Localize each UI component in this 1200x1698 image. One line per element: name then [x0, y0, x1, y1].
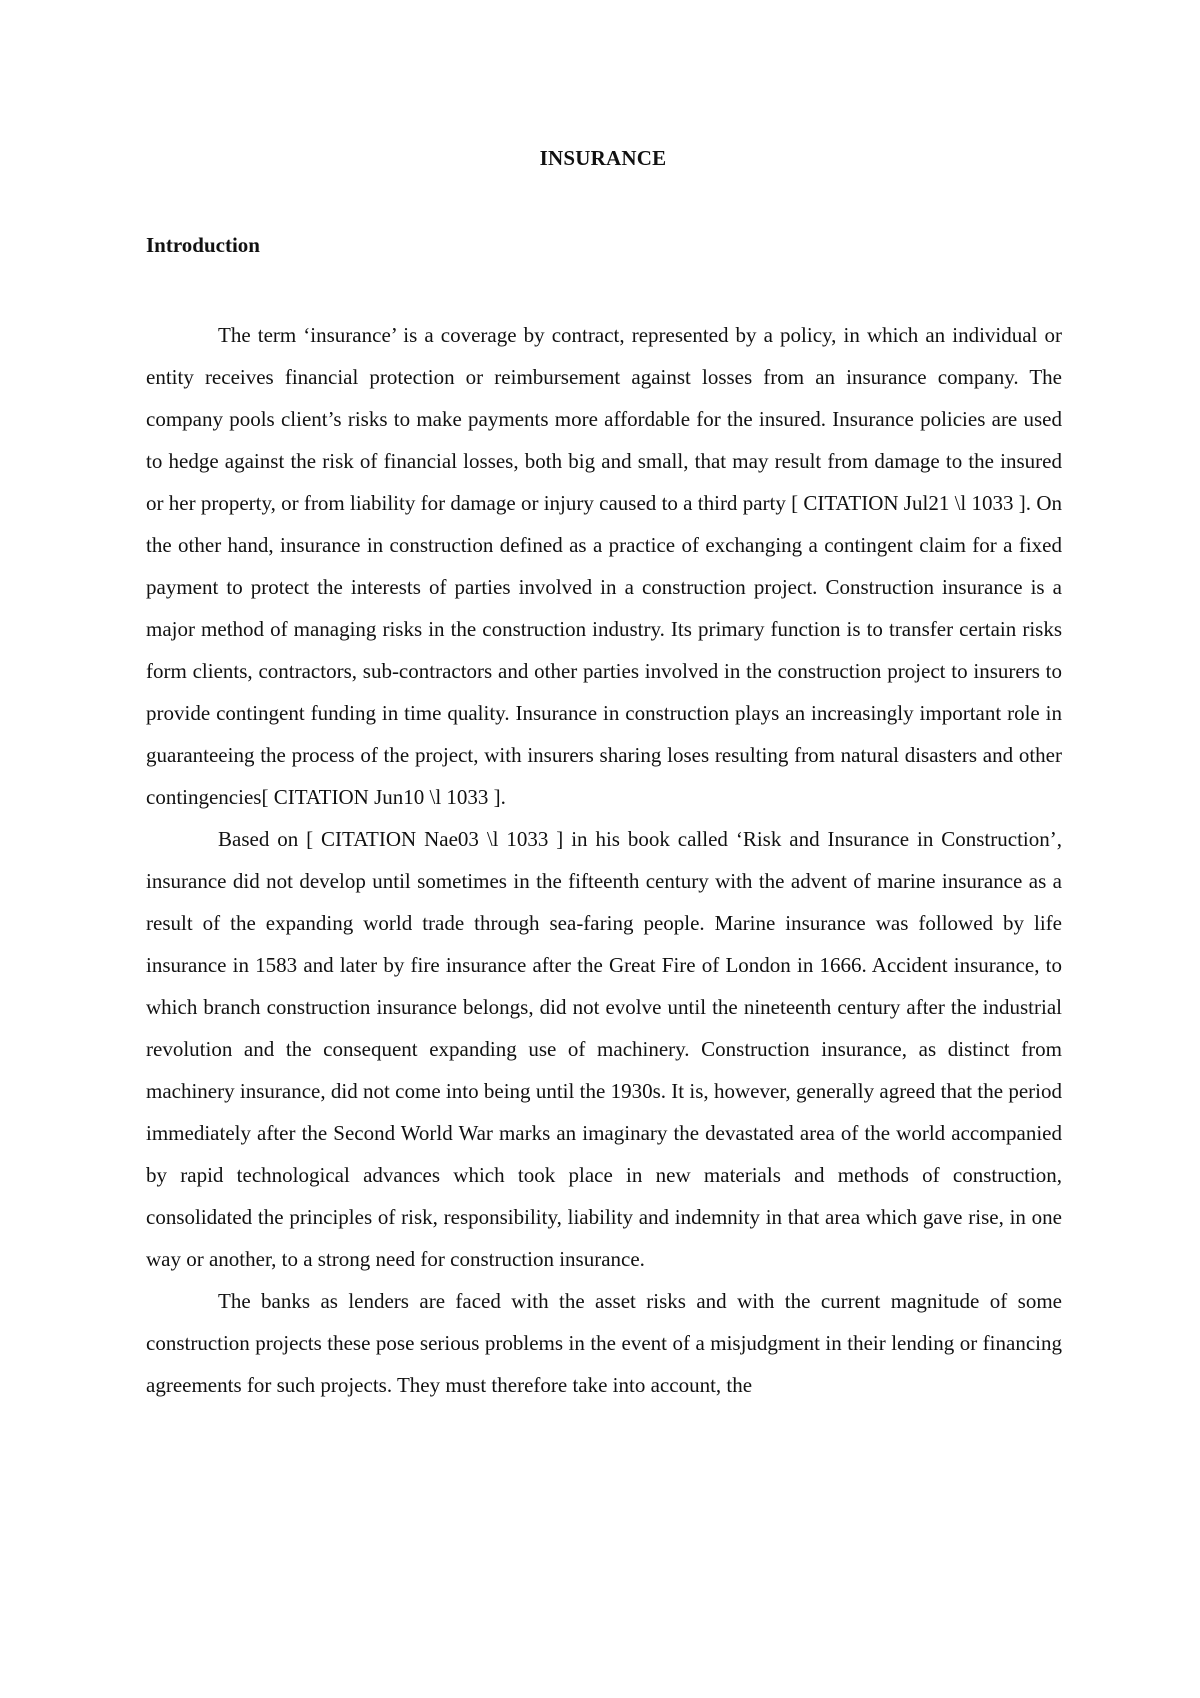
document-title: INSURANCE [539, 146, 667, 170]
body-text [146, 314, 1062, 1406]
paragraph: Based on [ CITATION Nae03 \l 1033 ] in his book called ‘Risk and Insurance in Construction’, insurance did not develop until sometimes in the fifteenth century with the advent of marine insurance as a result of the expanding world trade through sea-faring people. Marine insurance was followed by life insurance in 1583 and later by fire insurance after the Great Fire of London in 1666. Accident insurance, to which branch construction insurance belongs, did not evolve until the nineteenth century after the industrial revolution and the consequent expanding use of machinery. Construction insurance, as distinct from machinery insurance, did not come into being until the 1930s. It is, however, generally agreed that the period immediately after the Second World War marks an imaginary the devastated area of the world accompanied by rapid technological advances which took place in new materials and methods of construction, consolidated the principles of risk, responsibility, liability and indemnity in that area which gave rise, in one way or another, to a strong need for construction insurance. [146, 827, 1062, 1271]
paragraph: The term ‘insurance’ is a coverage by contract, represented by a policy, in which an individual or entity receives financial protection or reimbursement against losses from an insurance company. The company pools client’s risks to make payments more affordable for the insured. Insurance policies are used to hedge against the risk of financial losses, both big and small, that may result from damage to the insured or her property, or from liability for damage or injury caused to a third party [ CITATION Jul21 \l 1033 ]. On the other hand, insurance in construction defined as a practice of exchanging a contingent claim for a fixed payment to protect the interests of parties involved in a construction project. Construction insurance is a major method of managing risks in the construction industry. Its primary function is to transfer certain risks form clients, contractors, sub-contractors and other parties involved in the construction project to insurers to provide contingent funding in time quality. Insurance in construction plays an increasingly important role in guaranteeing the process of the project, with insurers sharing loses resulting from natural disasters and other contingencies[ CITATION Jun10 \l 1033 ]. [146, 323, 1062, 809]
paragraph: The banks as lenders are faced with the asset risks and with the current magnitude of some construction projects these pose serious problems in the event of a misjudgment in their lending or financing agreements for such projects. They must therefore take into account, the [146, 1289, 1062, 1397]
section-heading: Introduction [146, 233, 260, 257]
